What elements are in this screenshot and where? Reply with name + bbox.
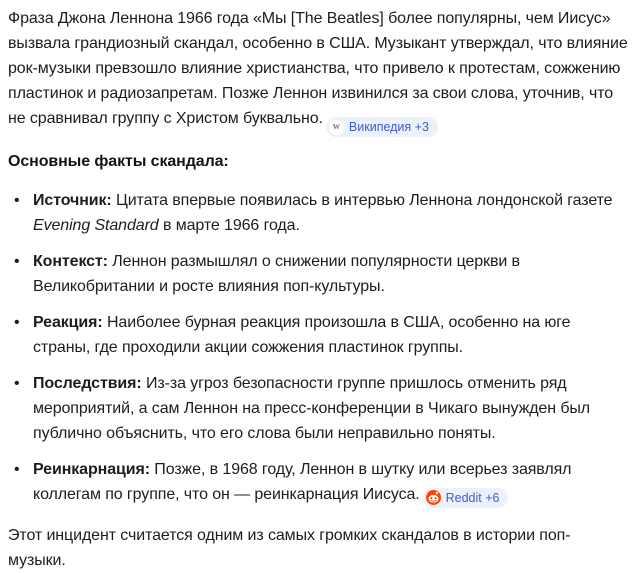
citation-label: Википедия +3 <box>348 120 429 134</box>
wikipedia-citation-badge[interactable] <box>326 117 438 137</box>
fact-text: Позже, в 1968 году, Леннон в шутку или всерьез заявлял коллегам по группе, что он — реинкарнация Иисуса. <box>33 461 572 503</box>
fact-term: Источник: <box>33 192 112 209</box>
wikipedia-icon <box>329 120 344 135</box>
citation-label: Reddit +6 <box>445 490 500 505</box>
fact-text: Цитата впервые появилась в интервью Леннона лондонской газете <box>111 192 613 209</box>
list-item-context <box>8 249 628 299</box>
fact-text: в марте 1966 года. <box>158 217 300 234</box>
fact-text: Наиболее бурная реакция произошла в США, особенно на юге страны, где проходили акции сожжения пластинок группы. <box>33 314 571 356</box>
bullet-marker: • <box>14 253 20 270</box>
bullet-marker: • <box>14 192 20 209</box>
intro-paragraph <box>8 6 628 137</box>
list-item-reaction <box>8 310 628 360</box>
wikipedia-icon-letter: w <box>332 121 341 132</box>
reddit-icon <box>426 490 441 505</box>
fact-text: Из-за угроз безопасности группе пришлось отменить ряд мероприятий, а сам Леннон на пресс-конференции в Чикаго вынужден был публично объяснить, что его слова были неправильно поняты. <box>33 375 591 442</box>
list-item-source <box>8 188 628 238</box>
list-item-reincarnation <box>8 457 628 508</box>
outro-paragraph: Этот инцидент считается одним из самых громких скандалов в истории поп-музыки. <box>8 526 571 569</box>
fact-text: Леннон размышлял о снижении популярности церкви в Великобритании и росте влияния поп-культуры. <box>33 253 520 295</box>
fact-term: Последствия: <box>33 375 142 392</box>
section-heading: Основные факты скандала: <box>8 153 229 170</box>
fact-term: Контекст: <box>33 253 108 270</box>
publication-name: Evening Standard <box>33 217 159 234</box>
reddit-citation-badge[interactable] <box>423 488 509 508</box>
intro-text: Фраза Джона Леннона 1966 года «Мы [The Beatles] более популярны, чем Иисус» вызвала грандиозный скандал, особенно в США. Музыкант утверждал, что влияние рок-музыки превзошло влияние христианства, что привело к протестам, сожжению пластинок и радиозапретам. Позже Леннон извинился за свои слова, уточнив, что не сравнивал группу с Христом буквально. <box>8 10 628 127</box>
bullet-marker: • <box>14 314 20 331</box>
bullet-marker: • <box>14 461 20 478</box>
fact-term: Реакция: <box>33 314 103 331</box>
fact-term: Реинкарнация: <box>33 461 150 478</box>
list-item-consequences <box>8 371 628 446</box>
facts-list <box>8 188 628 508</box>
bullet-marker: • <box>14 375 20 392</box>
